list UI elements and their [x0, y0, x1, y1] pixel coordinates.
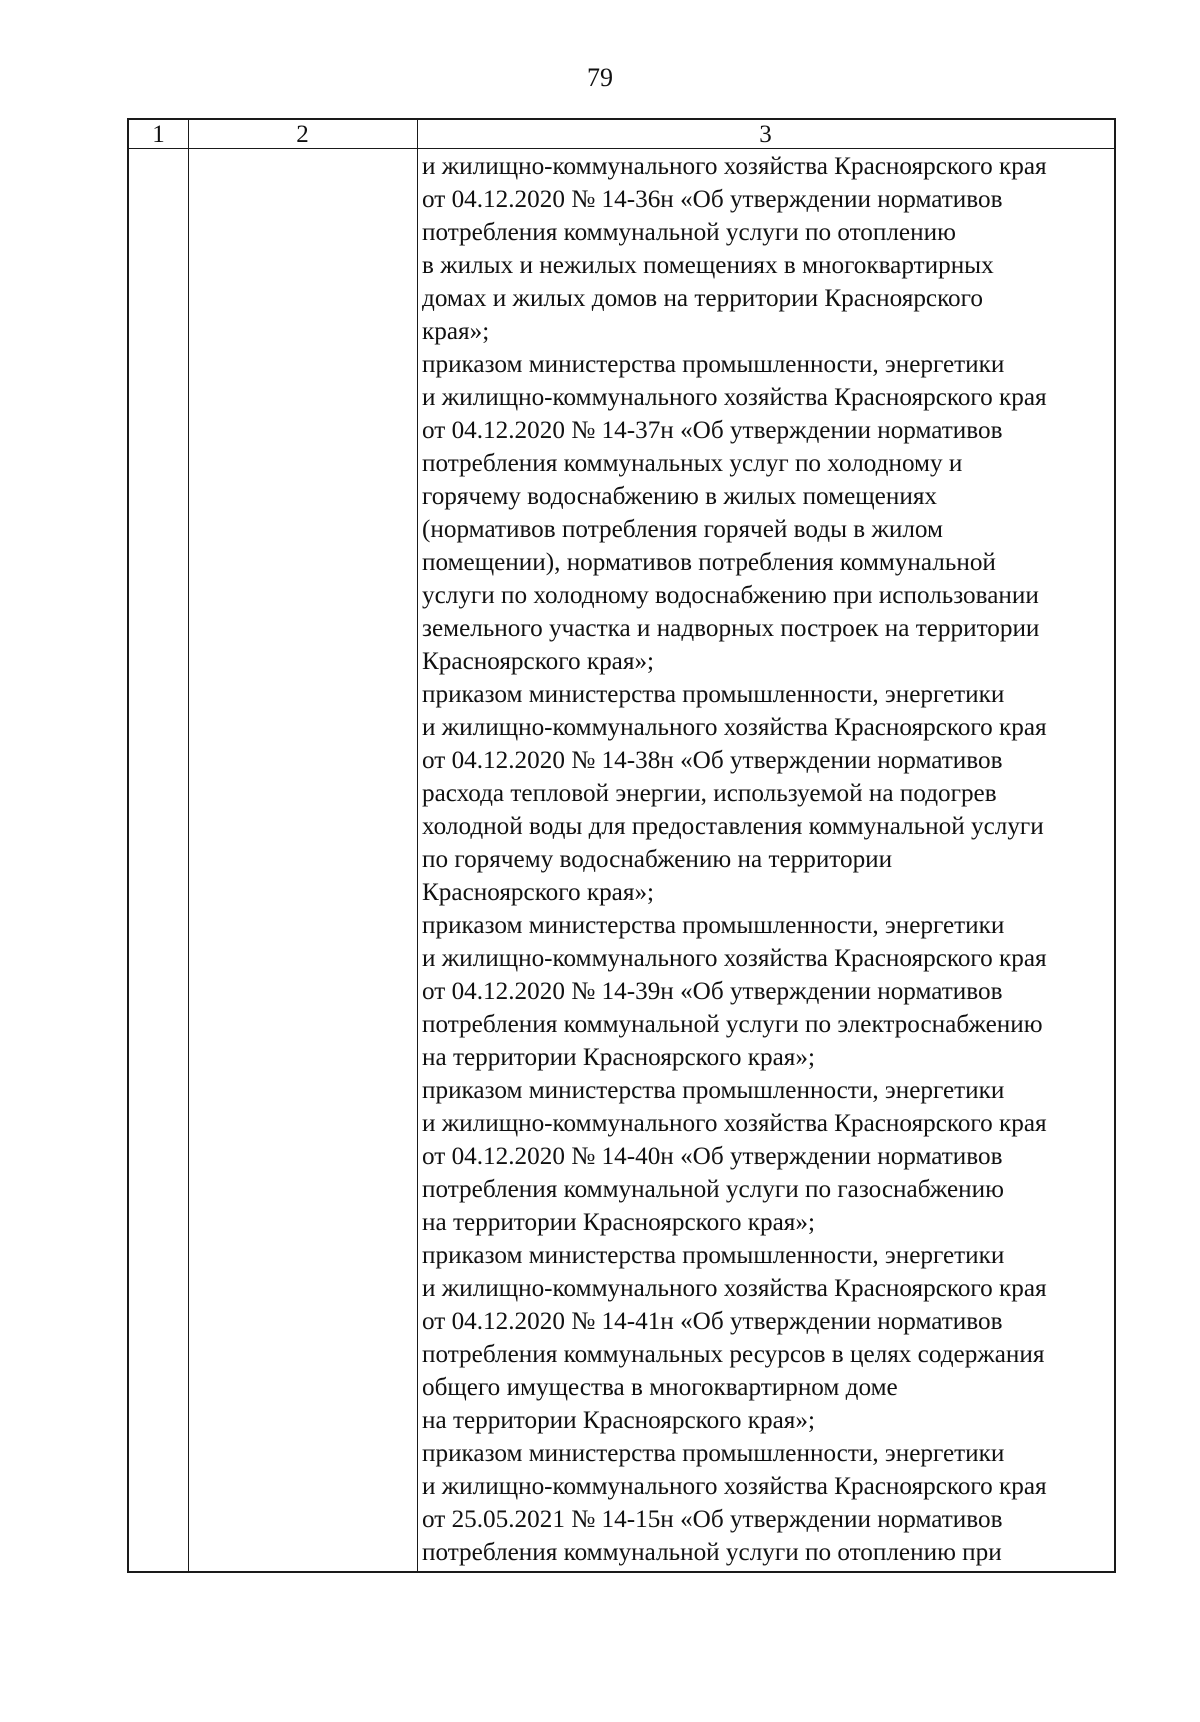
text-line: общего имущества в многоквартирном доме [422, 1374, 898, 1401]
page-number: 79 [587, 63, 613, 92]
text-line: на территории Красноярского края»; [422, 1044, 815, 1071]
text-line: приказом министерства промышленности, энергетики [422, 1440, 1005, 1467]
document-table [127, 118, 1116, 1573]
text-line: и жилищно-коммунального хозяйства Красноярского края [422, 1473, 1047, 1500]
text-line: земельного участка и надворных построек на территории [422, 615, 1040, 642]
text-line: услуги по холодному водоснабжению при использовании [422, 582, 1039, 609]
text-line: потребления коммунальных услуг по холодному и [422, 450, 963, 477]
text-line: и жилищно-коммунального хозяйства Красноярского края [422, 384, 1047, 411]
text-line: домах и жилых домов на территории Красноярского [422, 285, 983, 312]
table-header-col-2: 2 [296, 121, 309, 148]
text-line: и жилищно-коммунального хозяйства Красноярского края [422, 945, 1047, 972]
text-line: по горячему водоснабжению на территории [422, 846, 893, 873]
text-line: края»; [422, 318, 490, 345]
text-line: горячему водоснабжению в жилых помещениях [422, 483, 938, 510]
column-divider [188, 120, 189, 1571]
text-line: приказом министерства промышленности, энергетики [422, 1242, 1005, 1269]
table-cell-col-3 [422, 150, 1116, 1569]
text-line: (нормативов потребления горячей воды в жилом [422, 516, 943, 543]
text-line: на территории Красноярского края»; [422, 1209, 815, 1236]
table-header-col-1: 1 [152, 121, 165, 148]
text-line: расхода тепловой энергии, используемой на подогрев [422, 780, 997, 807]
text-line: приказом министерства промышленности, энергетики [422, 351, 1005, 378]
text-line: от 04.12.2020 № 14-41н «Об утверждении нормативов [422, 1308, 1003, 1335]
text-line: потребления коммунальной услуги по газоснабжению [422, 1176, 1004, 1203]
column-divider [417, 120, 418, 1571]
text-line: холодной воды для предоставления коммунальной услуги [422, 813, 1044, 840]
text-line: приказом министерства промышленности, энергетики [422, 1077, 1005, 1104]
text-line: Красноярского края»; [422, 879, 655, 906]
text-line: и жилищно-коммунального хозяйства Красноярского края [422, 1110, 1047, 1137]
text-line: в жилых и нежилых помещениях в многоквартирных [422, 252, 994, 279]
text-line: потребления коммунальных ресурсов в целях содержания [422, 1341, 1045, 1368]
text-line: потребления коммунальной услуги по отоплению при [422, 1539, 1002, 1566]
text-line: от 04.12.2020 № 14-38н «Об утверждении нормативов [422, 747, 1003, 774]
text-line: от 04.12.2020 № 14-40н «Об утверждении нормативов [422, 1143, 1003, 1170]
text-line: Красноярского края»; [422, 648, 655, 675]
text-line: на территории Красноярского края»; [422, 1407, 815, 1434]
text-line: и жилищно-коммунального хозяйства Красноярского края [422, 1275, 1047, 1302]
text-line: потребления коммунальной услуги по отоплению [422, 219, 956, 246]
text-line: от 25.05.2021 № 14-15н «Об утверждении нормативов [422, 1506, 1003, 1533]
text-line: от 04.12.2020 № 14-37н «Об утверждении нормативов [422, 417, 1003, 444]
table-header-col-3: 3 [759, 121, 772, 148]
text-line: приказом министерства промышленности, энергетики [422, 912, 1005, 939]
text-line: приказом министерства промышленности, энергетики [422, 681, 1005, 708]
text-line: и жилищно-коммунального хозяйства Красноярского края [422, 153, 1047, 180]
text-line: от 04.12.2020 № 14-36н «Об утверждении нормативов [422, 186, 1003, 213]
text-line: помещении), нормативов потребления коммунальной [422, 549, 996, 576]
text-line: и жилищно-коммунального хозяйства Красноярского края [422, 714, 1047, 741]
text-line: потребления коммунальной услуги по электроснабжению [422, 1011, 1043, 1038]
text-line: от 04.12.2020 № 14-39н «Об утверждении нормативов [422, 978, 1003, 1005]
header-divider [129, 148, 1114, 149]
